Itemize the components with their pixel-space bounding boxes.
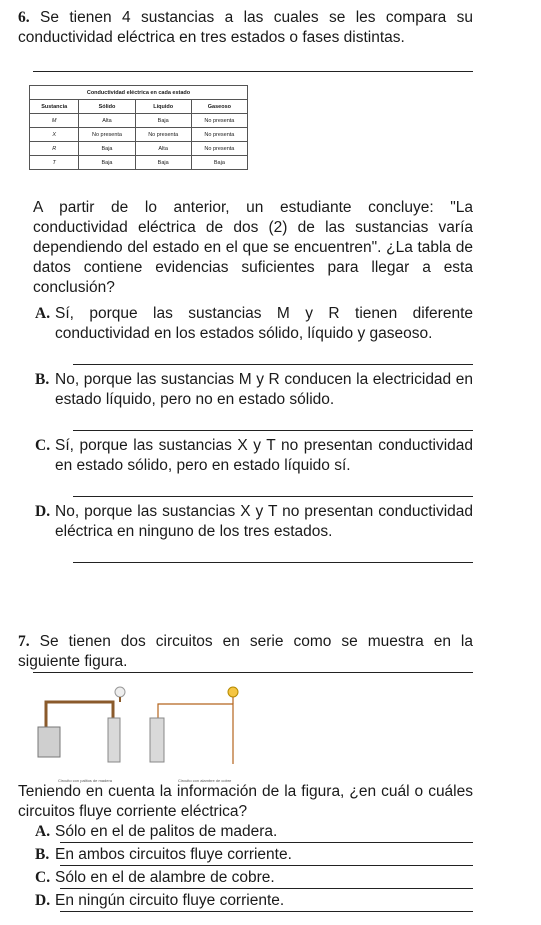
caption-left: Circuito con palitos de madera [58, 778, 113, 783]
table-row [30, 128, 248, 142]
table-cell: Alta [79, 114, 135, 128]
underline [33, 71, 473, 72]
bulb-on-icon [228, 687, 238, 697]
option-letter: B. [35, 371, 50, 388]
option-text: En ambos circuitos fluye corriente. [55, 846, 292, 863]
caption-right: Circuito con alambre de cobre [178, 778, 232, 783]
option-b[interactable] [35, 370, 473, 410]
table-cell: X [30, 128, 79, 142]
question-6-prompt: A partir de lo anterior, un estudiante concluye: "La conductividad eléctrica de dos (2) de las sustancias varía dependiendo del estado en el que se encuentren". ¿La tabla de datos contiene evidencias suficientes para llegar a esta conclusión? [33, 199, 473, 296]
option-a[interactable] [35, 822, 473, 842]
table-header: Gaseoso [191, 100, 247, 114]
option-c[interactable] [35, 868, 473, 888]
option-letter: A. [35, 305, 51, 322]
table-header: Sustancia [30, 100, 79, 114]
battery-icon [108, 718, 120, 762]
question-7-prompt: Teniendo en cuenta la información de la figura, ¿en cuál o cuáles circuitos fluye corriente eléctrica? [18, 783, 473, 820]
table-cell: M [30, 114, 79, 128]
circuits-figure [28, 682, 258, 787]
option-letter: B. [35, 846, 50, 863]
battery-icon [150, 718, 164, 762]
table-header: Líquido [135, 100, 191, 114]
underline [33, 672, 473, 673]
table-cell: No presenta [191, 128, 247, 142]
question-number: 7. [18, 633, 30, 650]
option-text: En ningún circuito fluye corriente. [55, 892, 285, 909]
option-text: No, porque las sustancias M y R conducen la electricidad en estado líquido, pero no en estado sólido. [55, 371, 473, 408]
table-row [30, 156, 248, 170]
option-text: Sí, porque las sustancias X y T no presentan conductividad en estado sólido, pero en estado líquido sí. [55, 437, 473, 474]
question-6-stem [18, 8, 473, 48]
table-cell: Baja [135, 156, 191, 170]
question-stem-text: Se tienen 4 sustancias a las cuales se les compara su conductividad eléctrica en tres estados o fases distintas. [18, 9, 473, 46]
underline [60, 888, 473, 889]
circuits-illustration [28, 682, 258, 777]
table-cell: Baja [191, 156, 247, 170]
underline [73, 364, 473, 365]
table-cell: No presenta [191, 114, 247, 128]
table-cell: T [30, 156, 79, 170]
table-cell: No presenta [79, 128, 135, 142]
option-letter: D. [35, 503, 51, 520]
option-text: No, porque las sustancias X y T no presentan conductividad eléctrica en ninguno de los tres estados. [55, 503, 473, 540]
option-letter: C. [35, 437, 51, 454]
table-cell: No presenta [135, 128, 191, 142]
battery-icon [38, 727, 60, 757]
option-text: Sólo en el de palitos de madera. [55, 823, 278, 840]
option-text: Sólo en el de alambre de cobre. [55, 869, 275, 886]
option-letter: A. [35, 823, 51, 840]
conductivity-table [29, 85, 248, 170]
underline [73, 430, 473, 431]
option-c[interactable] [35, 436, 473, 476]
underline [60, 865, 473, 866]
table-cell: No presenta [191, 142, 247, 156]
underline [73, 496, 473, 497]
option-text: Sí, porque las sustancias M y R tienen diferente conductividad en los estados sólido, líquido y gaseoso. [55, 305, 473, 342]
option-letter: D. [35, 892, 51, 909]
table-row [30, 114, 248, 128]
option-d[interactable] [35, 502, 473, 542]
table-header: Sólido [79, 100, 135, 114]
table-cell: Baja [79, 142, 135, 156]
bulb-off-icon [115, 687, 125, 697]
table-cell: Baja [135, 114, 191, 128]
question-7-stem [18, 632, 473, 672]
table-cell: Alta [135, 142, 191, 156]
copper-wire [158, 704, 233, 764]
table-title: Conductividad eléctrica en cada estado [30, 86, 248, 100]
underline [60, 911, 473, 912]
table-cell: Baja [79, 156, 135, 170]
underline [73, 562, 473, 563]
question-number: 6. [18, 9, 30, 26]
option-b[interactable] [35, 845, 473, 865]
underline [60, 842, 473, 843]
option-d[interactable] [35, 891, 473, 911]
option-letter: C. [35, 869, 51, 886]
question-stem-text: Se tienen dos circuitos en serie como se muestra en la siguiente figura. [18, 633, 473, 670]
table-cell: R [30, 142, 79, 156]
option-a[interactable] [35, 304, 473, 344]
table-row [30, 142, 248, 156]
